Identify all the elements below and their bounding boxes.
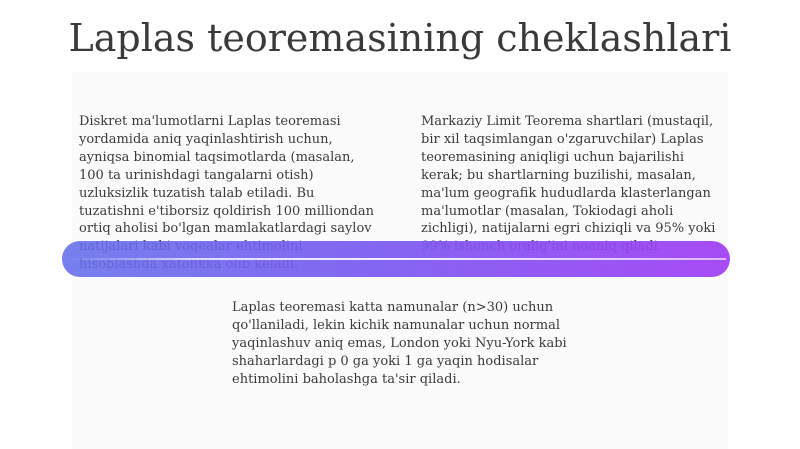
highlight-banner: [62, 241, 730, 277]
paragraph-continuity-correction: Diskret ma'lumotlarni Laplas teoremasi yordamida aniq yaqinlashtirish uchun, ayniqsa binomial taqsimotlarda (masalan, 100 ta urinishdagi tangalarni otish) uzluksizlik tuzatish talab etiladi. Bu tuzatishni e'tiborsiz qoldirish 100 milliondan ortiq aholisi bo'lgan mamlakatlardagi saylov: [79, 114, 374, 237]
paragraph-sample-size: Laplas teoremasi katta namunalar (n>30) uchun qo'llaniladi, lekin kichik namunalar uchun normal yaqinlashuv aniq emas, London yoki Nyu-York kabi shaharlardagi p 0 ga yoki 1 ga yaqin hodisalar ehtimolini baholashga ta'sir qiladi.: [232, 300, 567, 387]
slide-title: Laplas teoremasining cheklashlari: [68, 16, 732, 60]
banner-line: [66, 258, 726, 260]
paragraph-clt-conditions: Markaziy Limit Teorema shartlari (mustaqil, bir xil taqsimlangan o'zgaruvchilar) Laplas teoremasining aniqligi uchun bajarilishi kerak; bu shartlarning buzilishi, masalan, ma'lum geografik hududlarda klasterlangan ma'lumotlar (masalan, Tokiodagi aholi zichligi), natijalarni egri chiziqli va 95% yoki: [421, 114, 716, 237]
